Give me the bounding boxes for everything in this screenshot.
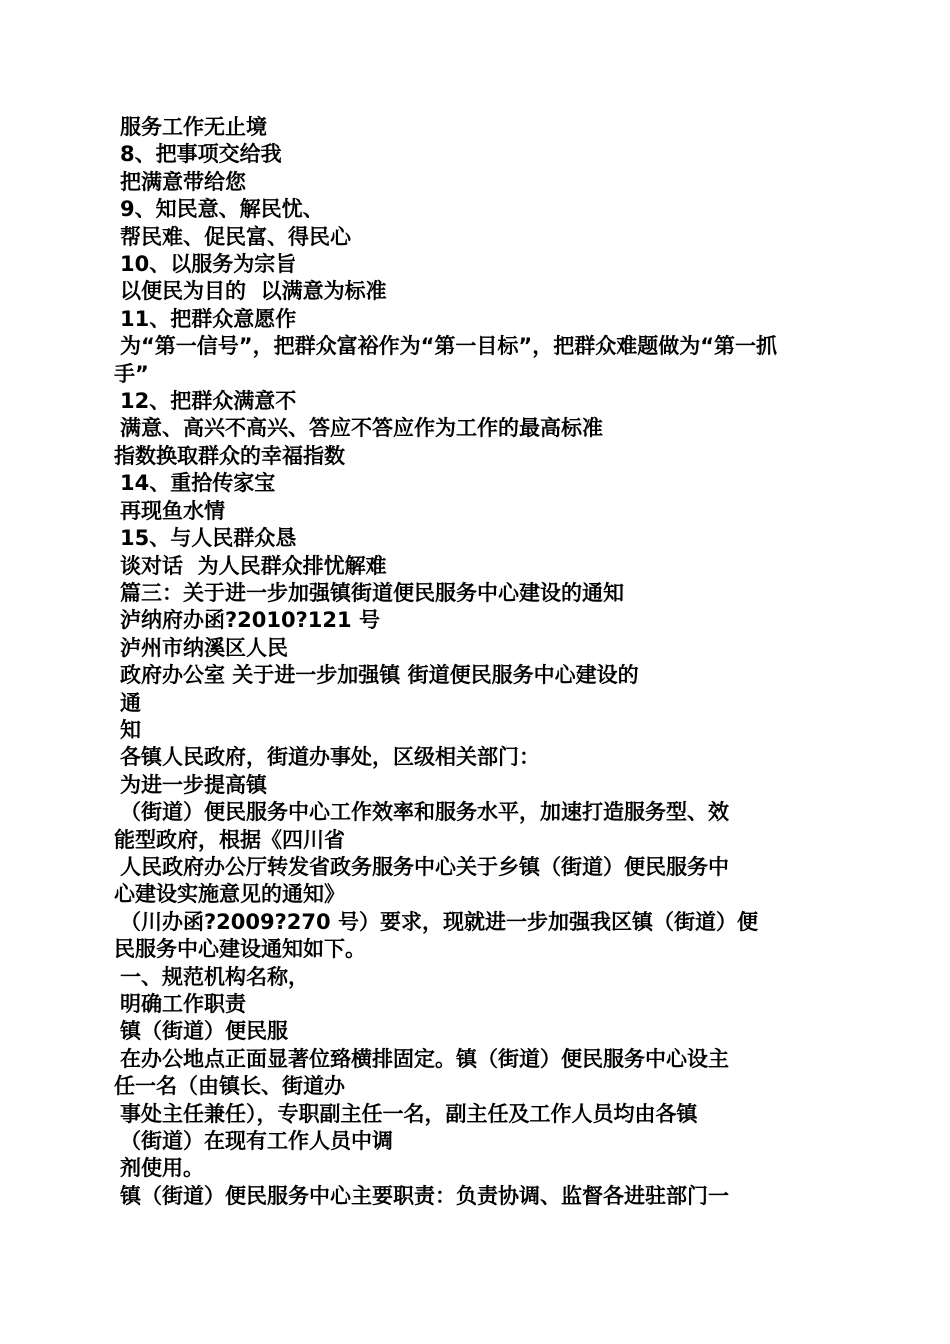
text-line: 再现鱼水情 bbox=[120, 498, 225, 523]
text-line: 任一名（由镇长、街道办 bbox=[114, 1074, 345, 1099]
text-line: 15、与人民群众恳 bbox=[120, 526, 297, 551]
text-line: 泸州市纳溪区人民 bbox=[120, 635, 288, 660]
document-body bbox=[114, 114, 834, 1210]
text-line: 为“第一信号”，把群众富裕作为“第一目标”，把群众难题做为“第一抓 bbox=[120, 334, 778, 359]
text-line: 镇（街道）便民服务中心主要职责：负责协调、监督各进驻部门一 bbox=[120, 1183, 729, 1208]
text-line: 满意、高兴不高兴、答应不答应作为工作的最高标准 bbox=[120, 416, 603, 441]
text-line: 为进一步提高镇 bbox=[120, 772, 267, 797]
text-line: 14、重拾传家宝 bbox=[120, 471, 276, 496]
text-line: 心建设实施意见的通知》 bbox=[114, 882, 345, 907]
text-line: 服务工作无止境 bbox=[120, 115, 267, 139]
text-line: 以便民为目的 以满意为标准 bbox=[120, 279, 387, 304]
text-line: （街道）在现有工作人员中调 bbox=[120, 1129, 393, 1154]
text-line: 各镇人民政府，街道办事处，区级相关部门： bbox=[120, 745, 540, 770]
text-line: 人民政府办公厅转发省政务服务中心关于乡镇（街道）便民服务中 bbox=[120, 854, 729, 879]
text-line: 事处主任兼任），专职副主任一名，副主任及工作人员均由各镇 bbox=[120, 1101, 698, 1126]
text-line: 把满意带给您 bbox=[120, 169, 246, 194]
text-line: 手” bbox=[114, 361, 149, 386]
text-line: 谈对话 为人民群众排忧解难 bbox=[120, 553, 387, 578]
text-line: 民服务中心建设通知如下。 bbox=[114, 937, 366, 962]
text-line: 9、知民意、解民忧、 bbox=[120, 197, 324, 222]
text-line: 通 bbox=[120, 690, 141, 715]
text-line: 知 bbox=[120, 717, 141, 742]
text-line: 12、把群众满意不 bbox=[120, 389, 297, 414]
text-line: 8、把事项交给我 bbox=[120, 142, 282, 167]
text-line: 11、把群众意愿作 bbox=[120, 306, 297, 331]
text-line: 指数换取群众的幸福指数 bbox=[114, 443, 345, 468]
text-line: 一、规范机构名称， bbox=[120, 964, 309, 989]
text-line: 剂使用。 bbox=[120, 1156, 204, 1181]
text-line: 明确工作职责 bbox=[120, 992, 246, 1016]
text-line: 能型政府，根据《四川省 bbox=[114, 827, 345, 852]
text-line: 政府办公室 关于进一步加强镇 街道便民服务中心建设的 bbox=[120, 663, 639, 688]
text-line: 镇（街道）便民服 bbox=[120, 1019, 288, 1044]
text-line: 帮民难、促民富、得民心 bbox=[120, 224, 351, 249]
text-line: 在办公地点正面显著位臵横排固定。镇（街道）便民服务中心设主 bbox=[120, 1046, 729, 1071]
text-line: （街道）便民服务中心工作效率和服务水平，加速打造服务型、效 bbox=[120, 800, 729, 825]
text-line: 10、以服务为宗旨 bbox=[120, 252, 297, 277]
text-line: 泸纳府办函?2010?121 号 bbox=[120, 608, 380, 633]
text-line: （川办函?2009?270 号）要求，现就进一步加强我区镇（街道）便 bbox=[120, 909, 758, 934]
text-line: 篇三：关于进一步加强镇街道便民服务中心建设的通知 bbox=[120, 580, 624, 605]
